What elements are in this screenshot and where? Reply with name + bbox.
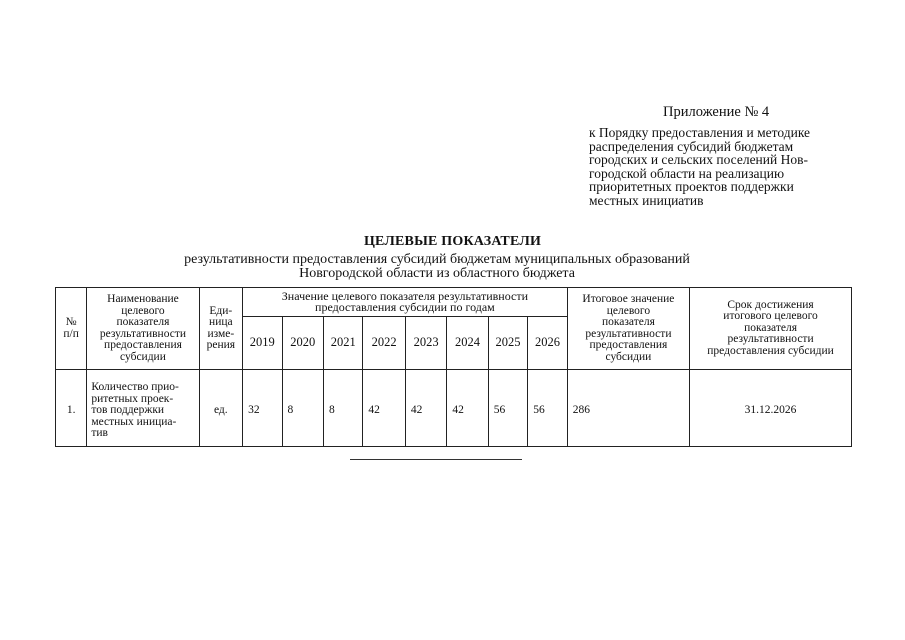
cell-unit: ед. xyxy=(199,370,242,447)
header-text: изме- xyxy=(207,327,235,340)
header-text: целевого xyxy=(606,304,651,317)
header-text: показателя xyxy=(116,316,170,328)
cell-indicator-name xyxy=(87,370,199,447)
header-text: предоставления субсидии по годам xyxy=(315,300,495,314)
cell-total: 286 xyxy=(567,370,689,447)
header-text: предоставления xyxy=(589,339,668,351)
header-text: целевого xyxy=(121,304,165,317)
subtitle-line: результативности предоставления субсидий бюджетам муниципальных образований xyxy=(184,252,690,267)
header-text: Значение целевого показателя результативности xyxy=(281,288,528,303)
appendix-line: городских и сельских поселений Нов- xyxy=(589,152,808,168)
header-unit xyxy=(199,288,242,370)
header-year: 2024 xyxy=(447,317,488,370)
header-text: предоставления xyxy=(104,339,182,351)
header-year: 2020 xyxy=(282,317,323,370)
cell-deadline: 31.12.2026 xyxy=(690,370,852,447)
appendix-title: Приложение № 4 xyxy=(663,104,770,120)
header-text: итогового целевого xyxy=(723,310,818,323)
header-text: рения xyxy=(206,339,236,351)
cell-value: 56 xyxy=(528,370,568,447)
header-year: 2023 xyxy=(405,317,446,370)
cell-value: 42 xyxy=(363,370,405,447)
table-row xyxy=(56,370,852,447)
header-text: результативности xyxy=(727,333,814,346)
header-text: субсидии xyxy=(120,350,166,363)
cell-value: 42 xyxy=(447,370,488,447)
appendix-line: распределения субсидий бюджетам xyxy=(589,138,794,154)
cell-number: 1. xyxy=(56,370,87,447)
header-text: Срок достижения xyxy=(727,298,814,311)
header-text: № xyxy=(65,316,77,328)
header-text: ница xyxy=(209,316,233,328)
appendix-description xyxy=(589,126,849,208)
header-year: 2021 xyxy=(323,317,362,370)
cell-value: 42 xyxy=(405,370,446,447)
cell-value: 8 xyxy=(323,370,362,447)
header-name xyxy=(87,288,199,370)
subtitle-line: Новгородской области из областного бюджета xyxy=(299,265,575,281)
appendix-line: приоритетных проектов поддержки xyxy=(589,179,794,195)
header-total xyxy=(567,288,689,370)
header-year: 2019 xyxy=(243,317,282,370)
cell-text: ритетных проек- xyxy=(91,392,174,405)
indicators-table xyxy=(55,287,852,447)
header-text: показателя xyxy=(601,316,655,328)
cell-value: 56 xyxy=(488,370,527,447)
header-year: 2022 xyxy=(363,317,405,370)
appendix-line: местных инициатив xyxy=(589,192,704,208)
header-text: результативности xyxy=(99,327,187,340)
separator-line xyxy=(350,459,522,460)
header-deadline xyxy=(690,288,852,370)
header-year: 2026 xyxy=(528,317,568,370)
appendix-line: городской области на реализацию xyxy=(589,165,785,181)
header-text: субсидии xyxy=(605,350,652,363)
header-text: предоставления субсидии xyxy=(707,344,834,357)
appendix-line: к Порядку предоставления и методике xyxy=(589,125,811,140)
cell-text: тив xyxy=(91,427,108,440)
header-text: показателя xyxy=(744,321,798,334)
header-number xyxy=(56,288,87,370)
document-subtitle xyxy=(0,253,874,280)
header-text: Еди- xyxy=(209,304,233,317)
header-text: Итоговое значение xyxy=(582,293,675,305)
cell-text: местных инициа- xyxy=(91,415,177,428)
cell-text: Количество прио- xyxy=(91,381,179,394)
header-text: Наименование xyxy=(107,293,179,305)
cell-value: 32 xyxy=(243,370,282,447)
cell-value: 8 xyxy=(282,370,323,447)
header-text: п/п xyxy=(63,327,79,340)
header-text: результативности xyxy=(585,327,672,340)
header-year: 2025 xyxy=(488,317,527,370)
document-title: ЦЕЛЕВЫЕ ПОКАЗАТЕЛИ xyxy=(363,234,542,249)
cell-text: тов поддержки xyxy=(91,404,165,417)
header-values-group xyxy=(243,288,568,317)
